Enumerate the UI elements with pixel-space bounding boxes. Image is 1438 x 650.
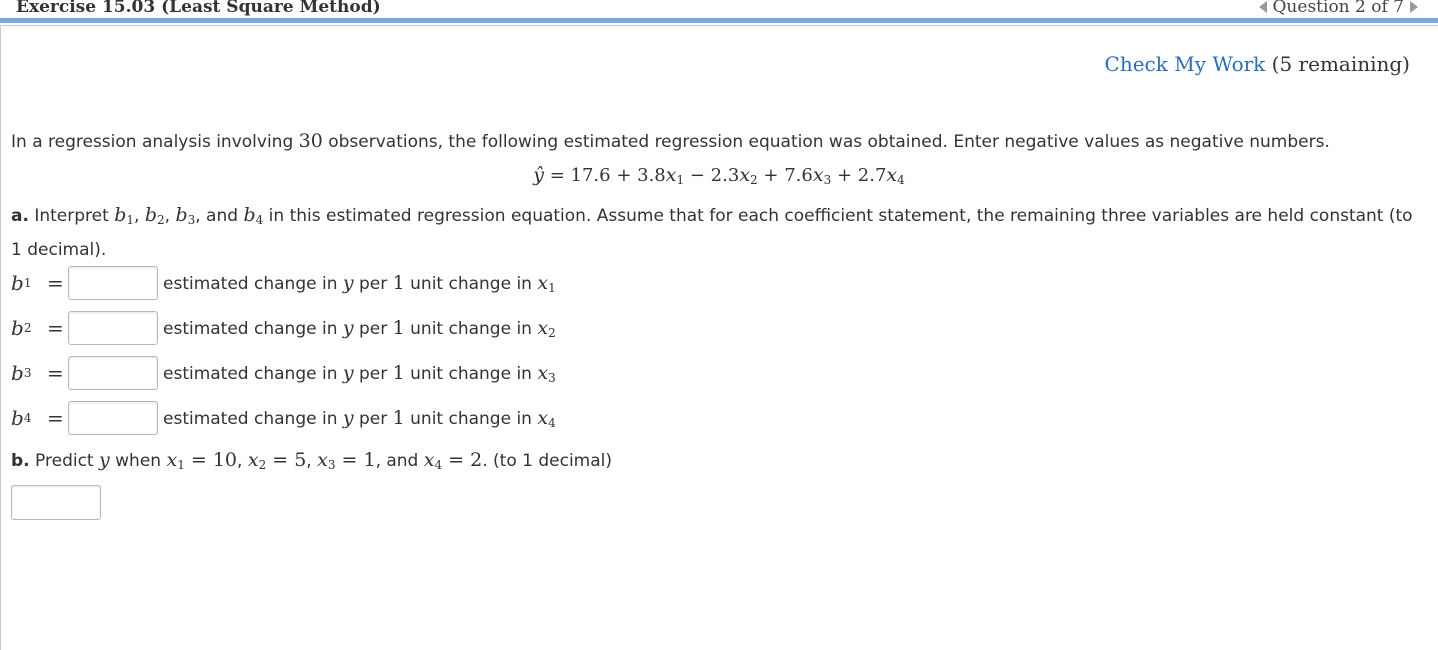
header-divider-thin [0, 25, 1438, 26]
part-a-text-3: in this estimated regression equation. Assume that for each coefficient statement, the remaining three variables are held constant (to 1 decimal). [11, 206, 1413, 260]
y-hat: ŷ [533, 164, 544, 186]
part-a-text-2: , and [195, 206, 244, 226]
coef-4: 2.7 [857, 165, 887, 186]
part-b-prompt: b. Predict y when $x_1 = 10$, $x_2 = 5$, $x_3 = 1$, and $x_4 = 2$. (to 1 decimal) [11, 449, 613, 472]
part-b-marker: b. [11, 451, 30, 471]
intercept: 17.6 [570, 165, 611, 186]
part-a-marker: a. [11, 206, 29, 226]
previous-question-icon[interactable] [1259, 1, 1267, 13]
check-my-work [1105, 52, 1410, 76]
coef-label: b 1 [11, 271, 32, 295]
exercise-title: Exercise 15.03 (Least Square Method) [16, 0, 381, 17]
b1-answer-input[interactable] [68, 266, 158, 300]
x3-value: 1 [363, 449, 376, 471]
x1-value: 10 [212, 449, 238, 471]
coef-row-b3: b 3 = estimated change in y per 1 unit change in $x_3$ [11, 356, 556, 390]
part-b-text-end: . (to 1 decimal) [482, 451, 613, 471]
part-a-text-1: Interpret [28, 206, 115, 226]
b2-answer-input[interactable] [68, 311, 158, 345]
part-a-prompt: a. Interpret $b_1$, $b_2$, $b_3$, and $b_4$ in this estimated regression equation. Assume that for each coefficient statement, the remaining three variables are held constant (to 1 decimal). [11, 204, 1413, 260]
b4-answer-input[interactable] [68, 401, 158, 435]
coef-2: 2.3 [710, 165, 740, 186]
header-divider [0, 18, 1438, 23]
b3-answer-input[interactable] [68, 356, 158, 390]
coef-label: b 3 [11, 361, 32, 385]
coef-row-b2: b 2 = estimated change in y per 1 unit change in $x_2$ [11, 311, 556, 345]
prediction-answer-input[interactable] [11, 485, 101, 520]
coef-1: 3.8 [637, 165, 666, 186]
part-b-text-and: , and [375, 451, 424, 471]
coef-description: estimated change in y per 1 unit change in $x_4$ [163, 406, 556, 430]
question-navigation [1259, 0, 1419, 17]
content-left-border [0, 26, 1, 650]
check-my-work-link[interactable]: Check My Work [1104, 52, 1266, 76]
next-question-icon[interactable] [1410, 1, 1418, 13]
observations-count: 30 [298, 130, 323, 152]
exercise-header [0, 0, 1438, 18]
problem-intro [11, 130, 1431, 152]
remaining-attempts: (5 remaining) [1271, 52, 1410, 76]
part-b-text-2: when [109, 451, 167, 471]
coef-description: estimated change in y per 1 unit change in $x_3$ [163, 361, 556, 385]
coef-description: estimated change in y per 1 unit change in $x_1$ [163, 271, 556, 295]
coef-row-b1: b 1 = estimated change in y per 1 unit change in $x_1$ [11, 266, 556, 300]
part-b-var: y [99, 449, 110, 471]
question-counter: Question 2 of 7 [1272, 0, 1404, 17]
coef-row-b4: b 4 = estimated change in y per 1 unit change in $x_4$ [11, 401, 556, 435]
coef-3: 7.6 [784, 165, 813, 186]
coef-label: b 2 [11, 316, 32, 340]
coef-label: b 4 [11, 406, 32, 430]
intro-text-end: observations, the following estimated regression equation was obtained. Enter negative values as negative numbers. [322, 132, 1330, 152]
x4-value: 2 [470, 449, 483, 471]
x2-value: 5 [294, 449, 307, 471]
part-b-text-1: Predict [29, 451, 100, 471]
coef-description: estimated change in y per 1 unit change in $x_2$ [163, 316, 556, 340]
intro-text-start: In a regression analysis involving [11, 132, 299, 152]
regression-equation: ŷ = $17.6 + 3.8x_1 - 2.3x_2 + 7.6x_3 + 2.7x_4$ [533, 164, 905, 187]
